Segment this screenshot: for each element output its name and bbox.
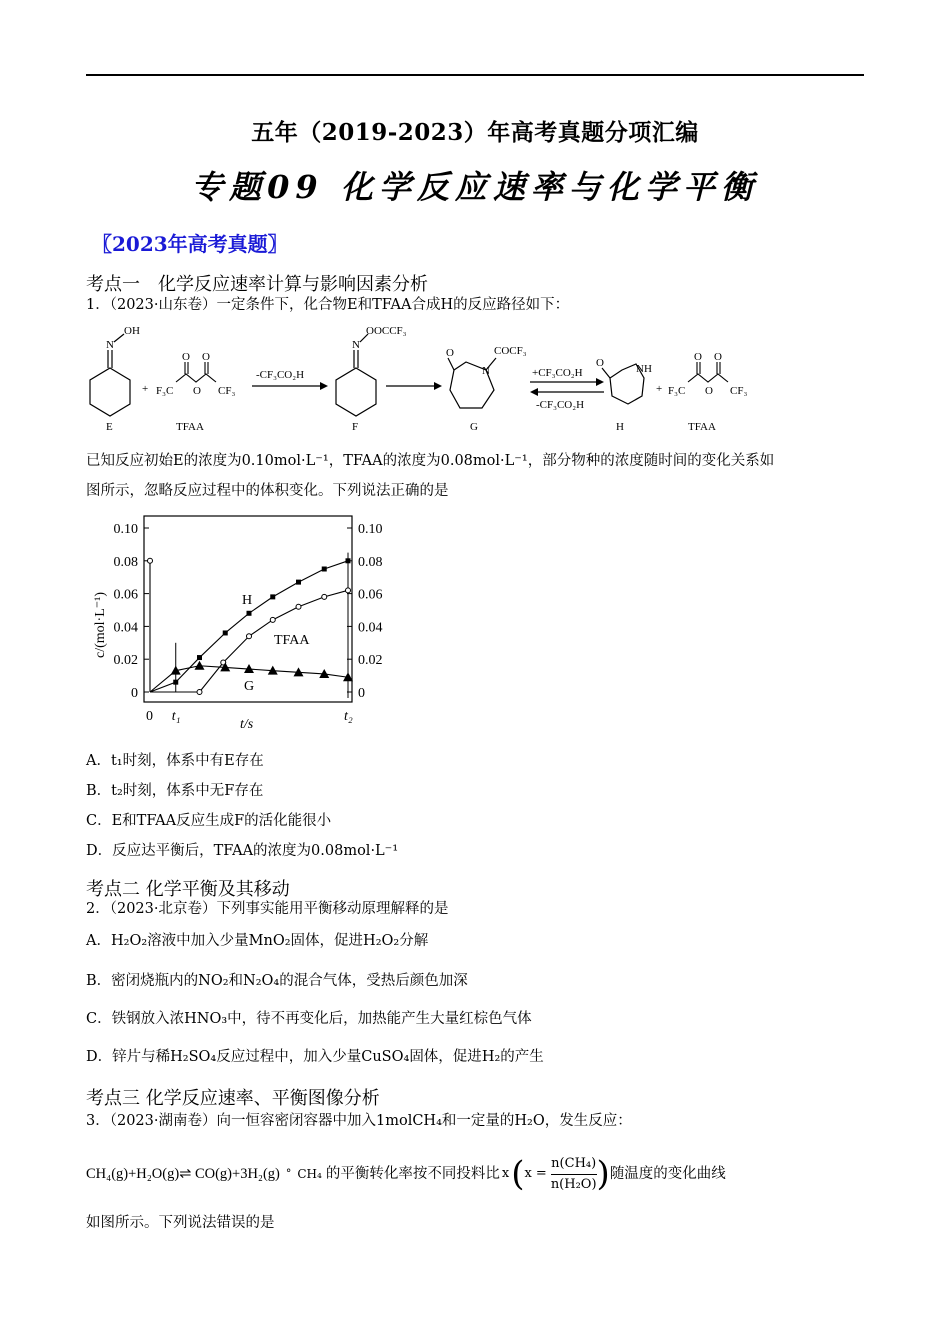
q3-text-mid: 和一定量的 [441,1113,515,1129]
q1-source: （2023·山东卷） [109,297,217,313]
point-tfaa [270,617,275,622]
q2d-text-1: 反应过程中，加入少量 [216,1049,362,1065]
q1-given-line1: 已知反应初始E的浓度为0.10mol·L⁻¹，TFAA的浓度为0.08mol·L⁻¹，部分物种的浓度随时间的变化关系如 [86,453,775,469]
q2a-text-1: 溶液中加入少量 [147,933,249,949]
tfaa2-o3: O [705,385,713,397]
point-h [247,611,252,616]
e-oh-label: OH [124,325,140,337]
q3-frac-den: n(H₂O) [550,1176,597,1192]
q1-option-b: B．t₂时刻，体系中无F存在 [86,783,264,799]
eq-reverse-label: -CF₃CO₂H [536,399,585,411]
q2b-formula-2: N₂O₄ [243,973,280,989]
q2-text: 下列事实能用平衡移动原理解释的是 [216,901,449,917]
y-tick-label-left: 0.08 [113,554,138,570]
q1-stem [86,294,569,316]
q2-option-b [86,970,468,992]
point-tfaa [148,558,153,563]
y-tick-label-left: 0 [131,686,138,701]
point-tfaa [346,588,351,593]
q1-num: 1． [86,297,110,313]
tfaa1-f3c: F₃C [156,385,174,397]
q3-equation-line: CH₄(g)+H₂O(g)⇌ CO(g)+3H₂(g) ° CH₄ 的平衡转化率按不同投料比 x ( x = $\frac{\text{n(CH₄)}}{\text{n(H₂O)}}$ ) 随温度的变化曲线 [86,1154,726,1194]
f-n-label: N [352,339,360,351]
q2-num: 2． [86,901,110,917]
tfaa2-f3c: F₃C [668,385,686,397]
tfaa2-label: TFAA [688,421,716,433]
y-tick-label-right: 0.02 [358,653,383,669]
q2d-prefix: D．锌片与稀 [86,1049,171,1065]
e-label: E [106,421,113,433]
e-n-label: N [106,339,114,351]
kp3-title: 考点三 化学反应速率、平衡图像分析 [86,1088,380,1109]
concentration-chart [86,508,406,736]
q3-text-end: ，发生反应： [544,1113,632,1129]
tfaa2-o1: O [694,351,702,363]
h-o-label: O [596,357,604,369]
y-tick-label-right: 0.10 [358,522,383,537]
point-tfaa [247,634,252,639]
point-h [223,630,228,635]
g-n-label: N [482,365,490,377]
eq-forward-label: +CF₃CO₂H [532,367,583,379]
reaction-scheme [84,320,774,438]
point-h [346,558,351,563]
h-nh-label: NH [636,363,652,375]
q1-given-line2: 图所示，忽略反应过程中的体积变化。下列说法正确的是 [86,483,449,499]
q2-source: （2023·北京卷） [109,901,217,917]
q2a-formula-2: MnO₂ [248,933,291,949]
point-h [173,680,178,685]
q2-option-c [86,1008,532,1030]
q1-option-d: D．反应达平衡后，TFAA的浓度为0.08mol·L⁻¹ [86,843,399,859]
point-g [195,661,205,670]
q2d-formula-3: H₂ [481,1049,501,1065]
q2c-text-1: 中，待不再变化后，加热能产生大量红棕色气体 [227,1011,532,1027]
point-tfaa [296,604,301,609]
y-tick-label-left: 0.04 [113,620,138,636]
series-label-g: G [244,679,255,694]
q1-text: 一定条件下，化合物E和TFAA合成H的反应路径如下： [216,297,570,313]
series-label-h: H [242,593,253,608]
q1-option-a: A．t₁时刻，体系中有E存在 [86,753,264,769]
tfaa2-o2: O [714,351,722,363]
topic-title: 专题09 化学反应速率与化学平衡 [191,168,759,206]
q3-text-ratio: 的平衡转化率按不同投料比 [325,1166,500,1182]
g-cocf3-label: COCF₃ [494,345,527,357]
q3-formula-2: H₂O [514,1113,545,1129]
q2c-formula-1: HNO₃ [184,1011,228,1027]
q2d-text-2: 固体，促进 [409,1049,482,1065]
q2a-text-2: 固体，促进 [290,933,364,949]
q3-equation: CH₄(g)+H₂O(g)⇌ CO(g)+3H₂(g) [86,1166,280,1182]
point-h [197,655,202,660]
q2c-prefix: C．铁钢放入浓 [86,1011,185,1027]
h-label: H [616,421,624,433]
y-tick-label-right: 0.06 [358,587,383,603]
q3-frac-num: n(CH₄) [551,1154,597,1175]
x-tick-label: t₂ [344,709,353,724]
y-tick-label-right: 0.08 [358,554,383,570]
q2b-text-1: 和 [228,973,244,989]
plus-2: + [656,383,663,395]
tfaa1-o3: O [193,385,201,397]
x-tick-label: t₁ [171,709,181,724]
q2d-formula-1: H₂SO₄ [170,1049,217,1065]
q3-source: （2023·湖南卷） [109,1113,217,1129]
q3-num: 3． [86,1113,110,1129]
g-label: G [470,421,478,433]
q3-x-eq: x = [524,1166,547,1181]
arrow1-label: -CF₃CO₂H [256,369,305,381]
f-label: F [352,421,359,433]
q3-stem [86,1110,632,1132]
x-tick-label: 0 [146,709,153,724]
q3-ch4: CH₄ [297,1167,322,1181]
q3-line3: 如图所示。下列说法错误的是 [86,1215,275,1231]
tfaa1-label: TFAA [176,421,204,433]
q2-option-d [86,1046,544,1068]
tfaa-structure-1 [176,362,216,382]
top-rule [86,74,864,76]
q2-option-a [86,930,428,952]
q3-text-curve: 随温度的变化曲线 [609,1166,726,1182]
y-tick-label-right: 0.04 [358,620,383,636]
q3-text-pre: 向一恒容密闭容器中加入 [216,1113,376,1129]
kp2-title: 考点二 化学平衡及其移动 [86,879,290,900]
f-ooccf3-label: OOCCF₃ [366,325,407,337]
tfaa1-o1: O [182,351,190,363]
q2b-formula-1: NO₂ [198,973,229,989]
y-tick-label-left: 0.06 [113,587,138,603]
point-tfaa [322,594,327,599]
point-tfaa [197,690,202,695]
tfaa-structure-2 [688,362,728,382]
year-heading: 〖2023年高考真题〗 [92,232,288,256]
q2a-text-3: 分解 [399,933,429,949]
point-h [322,567,327,572]
y-tick-label-left: 0.02 [113,653,138,669]
x-axis-label: t/s [240,717,254,732]
q3-ratio-fraction [551,1154,597,1195]
kp1-title: 考点一 化学反应速率计算与影响因素分析 [86,274,428,295]
q2b-prefix: B．密闭烧瓶内的 [86,973,199,989]
q2a-formula-1: H₂O₂ [110,933,148,949]
q2-stem [86,898,449,920]
y-tick-label-left: 0.10 [113,522,138,537]
q2b-text-2: 的混合气体，受热后颜色加深 [279,973,468,989]
tfaa1-cf3: CF₃ [218,385,236,397]
plus-1: + [142,383,149,395]
point-h [270,594,275,599]
tfaa2-cf3: CF₃ [730,385,748,397]
tfaa1-o2: O [202,351,210,363]
series-title: 五年（2019-2023）年高考真题分项汇编 [251,119,699,146]
y-tick-label-right: 0 [358,686,365,701]
q3-degree: ° [285,1167,292,1180]
q3-formula-1: 1molCH₄ [376,1113,442,1129]
q2d-formula-2: CuSO₄ [361,1049,410,1065]
q1-option-c: C．E和TFAA反应生成F的活化能很小 [86,813,332,829]
g-o-label: O [446,347,454,359]
q2d-text-3: 的产生 [500,1049,544,1065]
q2a-prefix: A． [86,933,111,949]
series-label-tfaa: TFAA [274,633,310,648]
q2a-formula-3: H₂O₂ [363,933,400,949]
y-axis-label: c/(mol·L⁻¹) [93,591,108,658]
point-h [296,580,301,585]
